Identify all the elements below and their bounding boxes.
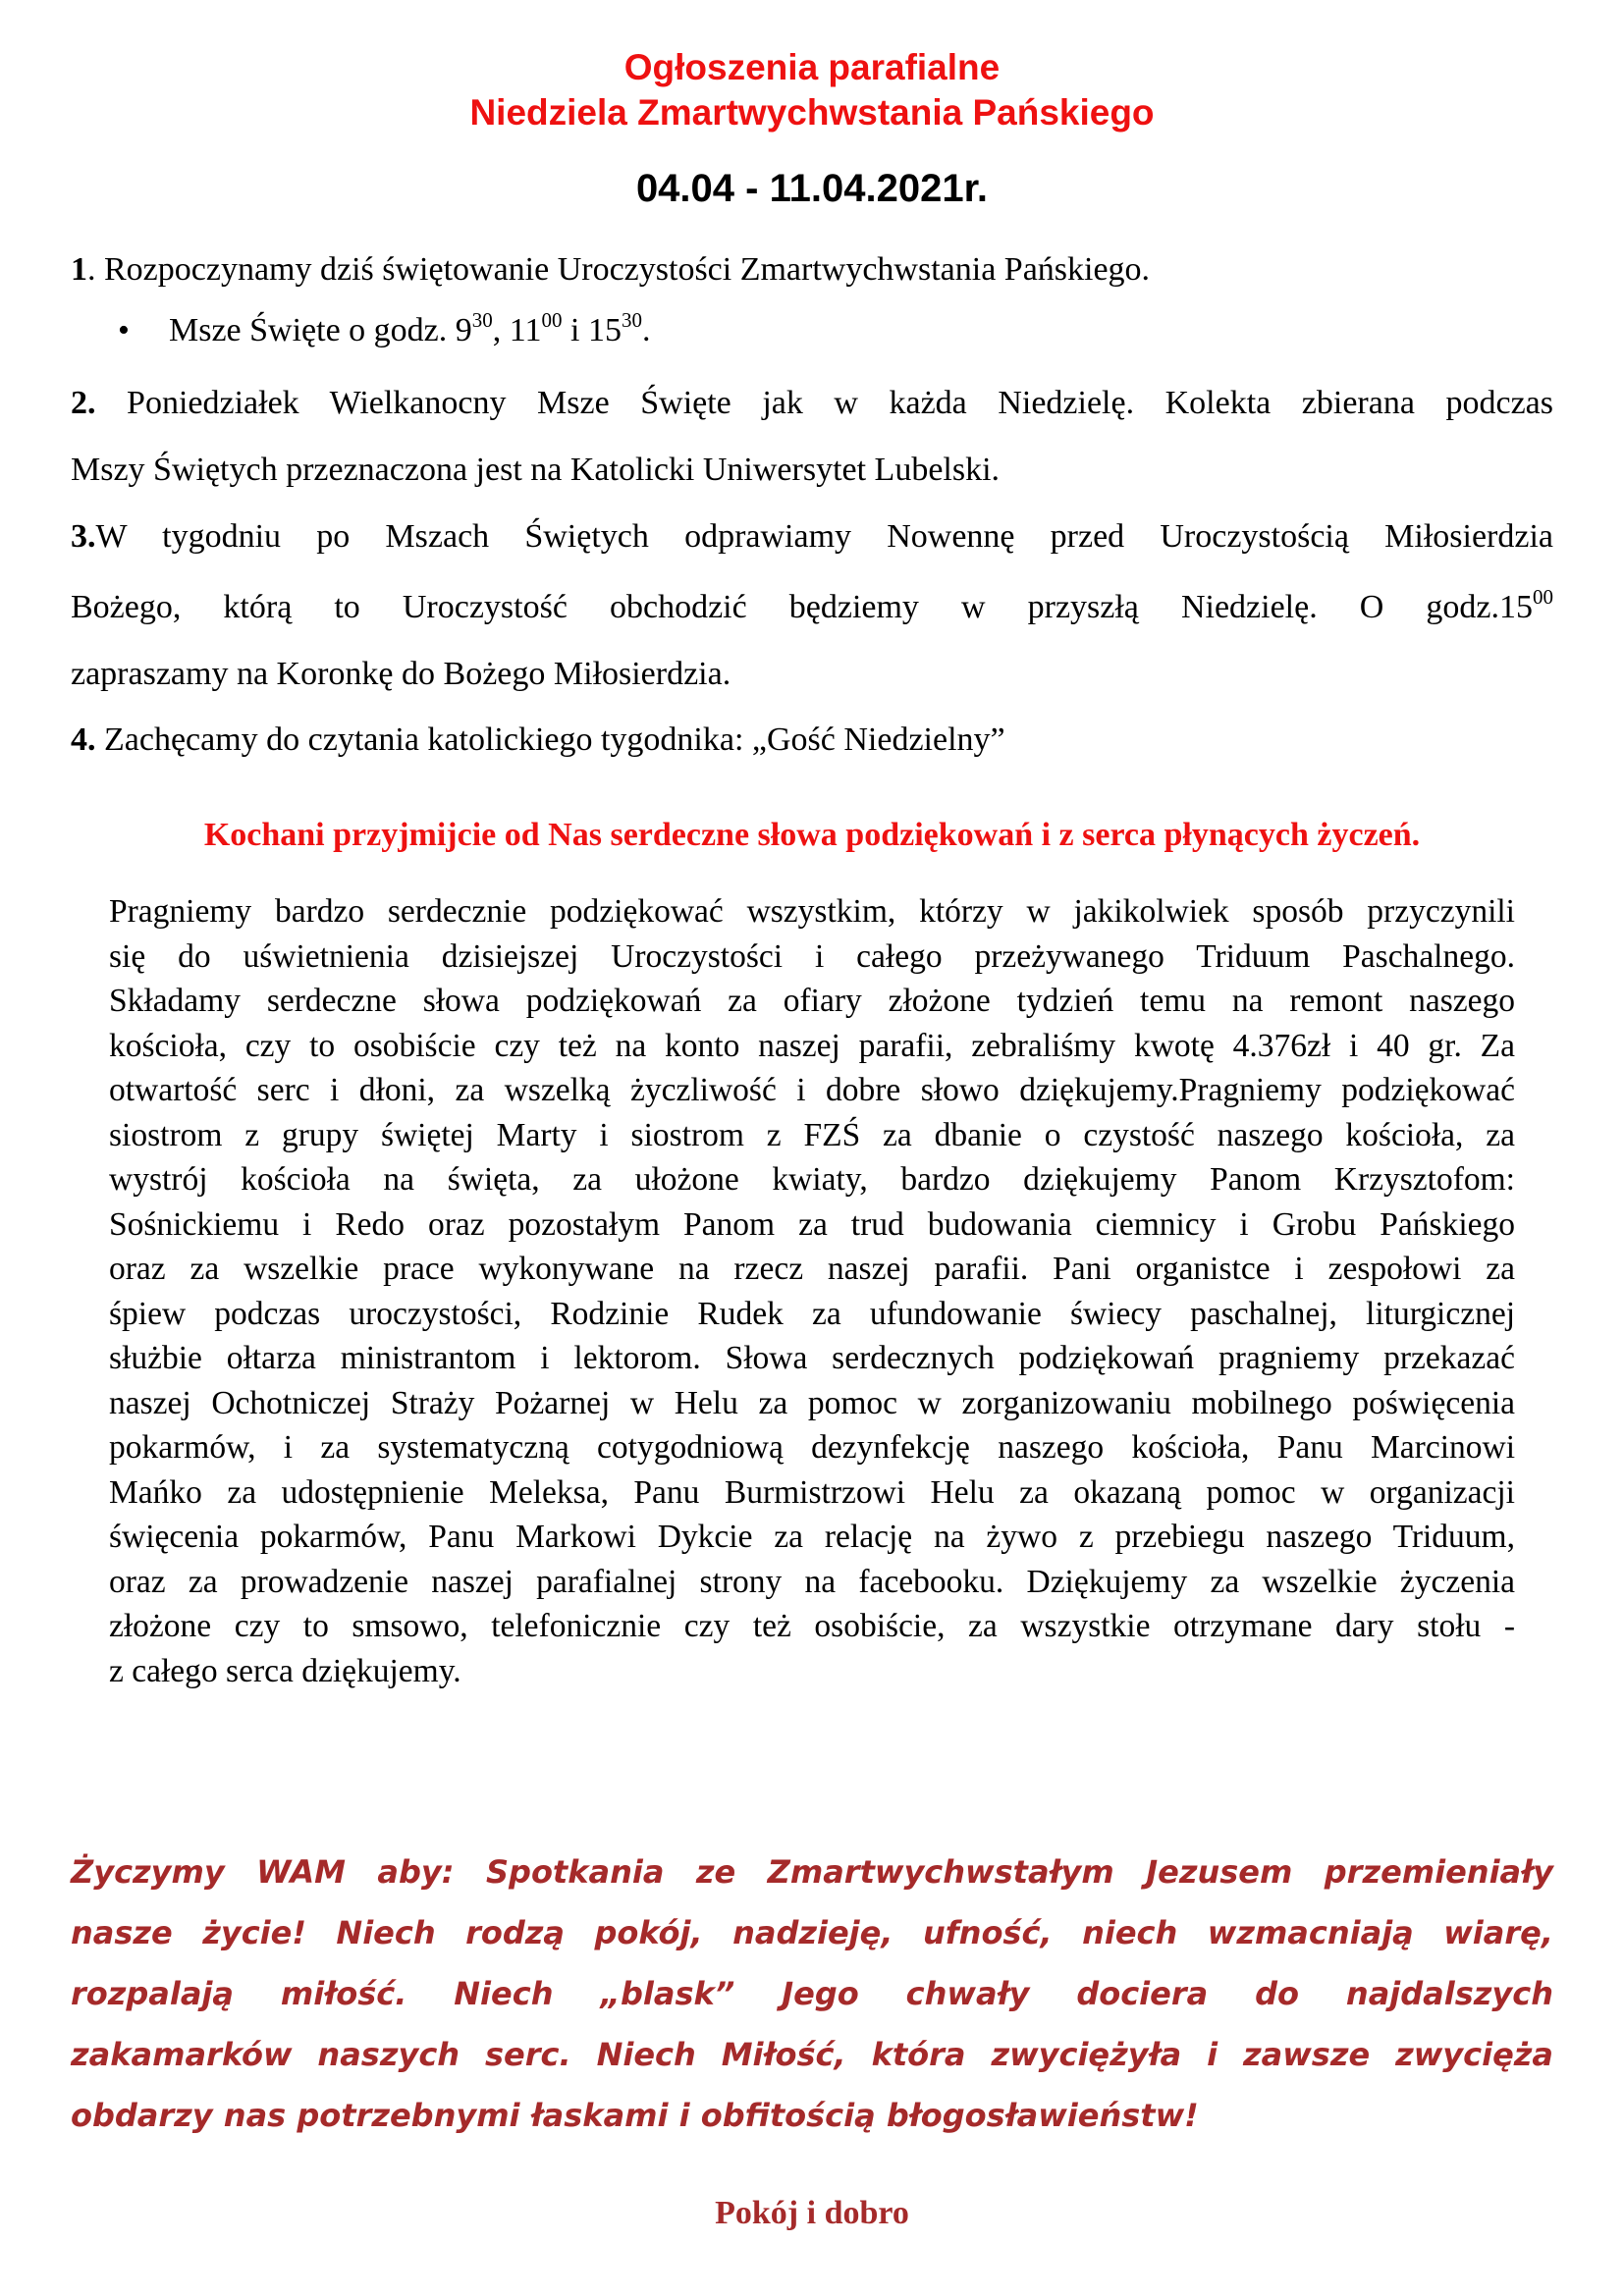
mass-time-3-minutes: 30 [621,308,642,332]
announcement-2-line-2: Mszy Świętych przeznaczona jest na Katolicki Uniwersytet Lubelski. [71,452,1001,488]
announcement-2-line-1 [71,385,1553,422]
thanks-line: śpiew podczas uroczystości, Rodzinie Rudek za ufundowanie świecy paschalnej, liturgicznej [109,1295,1515,1332]
announcement-3-line-1 [71,518,1553,556]
thanks-line: otwartość serc i dłoni, za wszelką życzliwość i dobre słowo dziękujemy.Pragniemy podziękować [109,1072,1515,1108]
thanks-line: służbie ołtarza ministrantom i lektorom. Słowa serdecznych podziękowań pragniemy przekazać [109,1340,1515,1376]
thanks-line: święcenia pokarmów, Panu Markowi Dykcie za relację na żywo z przebiegu naszego Triduum, [109,1519,1515,1555]
date-range: 04.04 - 11.04.2021r. [635,167,989,210]
novena-time-minutes: 00 [1533,585,1553,609]
wishes-line: rozpalają miłość. Niech „blask” Jego chwały dociera do najdalszych [71,1975,1553,2012]
closing-greeting: Pokój i dobro [715,2195,909,2231]
thanks-line: wystrój kościoła na święta, za ułożone kwiaty, bardzo dziękujemy Panom Krzysztofom: [109,1161,1515,1198]
thanks-line: oraz za prowadzenie naszej parafialnej strony na facebooku. Dziękujemy za wszelkie życzenia [109,1563,1515,1600]
announcement-2-number: 2. [71,385,96,421]
page-title [0,45,1624,135]
title-line-1: Ogłoszenia parafialne [623,47,1001,87]
announcement-1 [71,251,1553,289]
wishes-line: Życzymy WAM aby: Spotkania ze Zmartwychwstałym Jezusem przemieniały [71,1853,1553,1891]
thanks-line: złożone czy to smsowo, telefonicznie czy też osobiście, za wszystkie otrzymane dary stołu - [109,1608,1515,1644]
announcement-4-number: 4. [71,721,96,758]
announcement-3-text-1: W tygodniu po Mszach Świętych odprawiamy Nowennę przed Uroczystością Miłosierdzia [95,518,1553,555]
announcement-2-text-1: Poniedziałek Wielkanocny Msze Święte jak w każda Niedzielę. Kolekta zbierana podczas [95,385,1553,421]
mass-time-2-minutes: 00 [541,308,563,332]
announcement-3-text-2: Bożego, którą to Uroczystość obchodzić będziemy w przyszłą Niedzielę. O godz.15 [71,589,1533,625]
announcement-3-line-2 [71,585,1553,626]
mass-times-end: . [641,312,651,348]
announcement-4 [71,721,1553,759]
thanks-line: Sośnickiemu i Redo oraz pozostałym Panom za trud budowania ciemnicy i Grobu Pańskiego [109,1205,1515,1243]
thanks-line: siostrom z grupy świętej Marty i siostrom z FZŚ za dbanie o czystość naszego kościoła, za [109,1116,1515,1153]
announcement-3-number: 3. [71,518,96,555]
thanks-line: z całego serca dziękujemy. [109,1652,461,1689]
thanks-line: Mańko za udostępnienie Meleksa, Panu Burmistrzowi Helu za okazaną pomoc w organizacji [109,1473,1515,1511]
mass-times-sep-1: , 11 [492,312,542,348]
thanks-paragraph [109,889,1515,1693]
thanks-line: oraz za wszelkie prace wykonywane na rzecz naszej parafii. Pani organistce i zespołowi za [109,1251,1515,1287]
mass-time-1-minutes: 30 [471,308,493,332]
mass-times-sep-2: i 15 [562,312,622,348]
mass-times-label: Msze Święte o godz. 9 [169,312,472,348]
announcement-3-line-3: zapraszamy na Koronkę do Bożego Miłosierdzia. [71,656,731,692]
thanks-line: Składamy serdeczne słowa podziękowań za ofiary złożone tydzień temu na remont naszego [109,983,1515,1019]
wishes-line: zakamarków naszych serc. Niech Miłość, która zwyciężyła i zawsze zwycięża [71,2036,1553,2073]
thanks-line: się do uświetnienia dzisiejszej Uroczystości i całego przeżywanego Triduum Paschalnego. [109,937,1515,975]
announcement-1-text: . Rozpoczynamy dziś świętowanie Uroczystości Zmartwychwstania Pańskiego. [87,251,1151,288]
announcement-4-text: Zachęcamy do czytania katolickiego tygodnika: „Gość Niedzielny” [95,721,1005,758]
thanks-line: pokarmów, i za systematyczną cotygodniową dezynfekcję naszego kościoła, Panu Marcinowi [109,1429,1515,1466]
thanks-line: Pragniemy bardzo serdecznie podziękować wszystkim, którzy w jakikolwiek sposób przyczynili [109,893,1515,930]
wishes-line: obdarzy nas potrzebnymi łaskami i obfitością błogosławieństw! [71,2097,1199,2134]
easter-wishes [71,1853,1553,2158]
bullet-icon: • [118,312,130,348]
wishes-line: nasze życie! Niech rodzą pokój, nadzieję, ufność, niech wzmacniają wiarę, [71,1914,1553,1951]
thanks-line: kościoła, czy to osobiście czy też na konto naszej parafii, zebraliśmy kwotę 4.376zł i 40 gr. Za [109,1027,1515,1064]
announcement-1-number: 1 [71,251,87,288]
title-line-2: Niedziela Zmartwychwstania Pańskiego [469,92,1155,133]
thanks-heading: Kochani przyjmijcie od Nas serdeczne słowa podziękowań i z serca płynących życzeń. [203,817,1421,853]
thanks-line: naszej Ochotniczej Straży Pożarnej w Helu za pomoc w zorganizowaniu mobilnego poświęcenia [109,1384,1515,1421]
mass-times-bullet [118,308,651,349]
